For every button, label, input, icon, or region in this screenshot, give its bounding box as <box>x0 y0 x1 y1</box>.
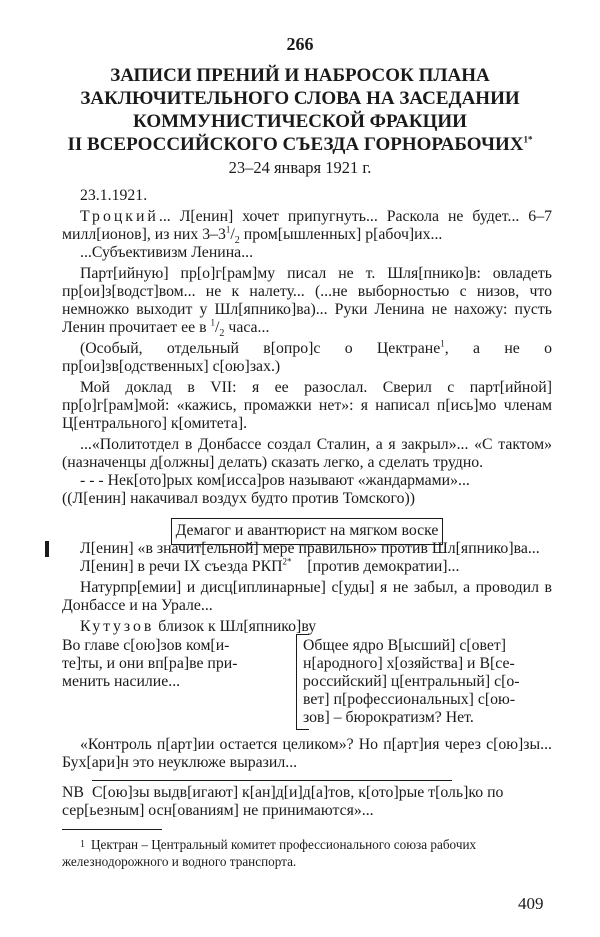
footnote-separator <box>62 829 162 830</box>
right-column: Общее ядро В[ысший] с[овет] н[ародного] х[озяйства] и В[се- российский] ц[ентральный] с[о- вет] п[рофессиональных] с[ою- зов] – бюрократизм? Нет. <box>303 637 520 726</box>
boxed-heading: Демагог и авантюрист на мягком воске <box>171 518 444 545</box>
trotsky-paragraph: Троцкий... Л[енин] хочет припугнуть... Раскола не будет... 6–7 милл[ионов], из них $3-3^1/_2$ пром[ышленных] р[абоч]их... <box>62 208 552 247</box>
speaker-name: Троцкий <box>80 208 159 225</box>
kutuzov-line: Кутузов близок к Шл[япнико]ву <box>80 618 317 635</box>
tsektran-paragraph: (Особый, отдельный в[опро]с о Цектране$^1$, а не о пр[ои]зв[одственных] с[ою]зах.) <box>62 338 552 375</box>
date-line: 23–24 января 1921 г. <box>228 158 372 177</box>
entry-date: 23.1.1921. <box>80 187 148 204</box>
nb-overline <box>92 780 452 781</box>
title-line-4: II ВСЕРОССИЙСКОГО СЪЕЗДА $ГОРНОРАБОЧИХ^{1*}$ <box>67 134 533 155</box>
title-line-3: КОММУНИСТИЧЕСКОЙ ФРАКЦИИ <box>133 111 467 132</box>
nb-label: NB <box>62 784 84 801</box>
program-paragraph: Парт[ийную] пр[о]г[рам]му писал не т. Шля[пнико]в: овладеть пр[ои]з[водст]вом... не к налету... (...не выборностью с низов, что немножко выходит у Шл[япнико]ва)... Руки Ленина не нахожу: пусть Ленин прочитает ее в $^1/_2$ часа... <box>62 265 552 340</box>
footnote-ref-1: 1 <box>440 338 445 349</box>
margin-bar <box>45 541 49 557</box>
lenin-line-1: Л[енин] «в значит[ельной] мере правильно» против Шл[япнико]ва... <box>80 540 540 557</box>
tomsky-line: ((Л[енин] накачивал воздух будто против Томского)) <box>62 490 416 507</box>
title-line-2: ЗАКЛЮЧИТЕЛЬНОГО СЛОВА НА ЗАСЕДАНИИ <box>80 88 520 109</box>
header-number: 266 <box>286 34 314 54</box>
title-line-1: ЗАПИСИ ПРЕНИЙ И НАБРОСОК ПЛАНА <box>110 65 490 86</box>
report-paragraph: Мой доклад в VII: я ее разослал. Сверил с парт[ийной] пр[о]г[рам]мой: «кажись, промажки нет»: я написал п[ись]мо членам Ц[ентрального] к[омитета]. <box>62 379 552 432</box>
left-column: Во главе с[ою]зов ком[и- те]ты, и они вп[ра]ве при- менить насилие... <box>62 637 238 690</box>
main-text <box>62 187 552 545</box>
page-title <box>0 64 600 156</box>
footnote-ref-2: 2* <box>282 556 292 567</box>
lenin-line-2: Л[енин] в речи IX съезда $РКП^{2*}$ [против демократии]... <box>80 556 460 575</box>
control-paragraph: «Контроль п[арт]ии остается целиком»? Но п[арт]ия через с[ою]зы... Бух[ари]н это неуклюже выразил... <box>62 736 552 771</box>
footnote <box>62 836 552 870</box>
naturpremii-paragraph: Натурпр[емии] и дисц[иплинарные] с[уды] я не забыл, а проводил в Донбассе и на Урале... <box>62 579 552 614</box>
footnote-line-2: железнодорожного и водного транспорта. <box>62 854 297 869</box>
title-note-marker: 1* <box>523 134 533 145</box>
kutuzov-name: Кутузов <box>80 618 155 635</box>
nb-line-1: С[ою]зы выдв[игают] к[ан]д[и]д[а]тов, к[ото]рые т[оль]ко по <box>92 784 504 801</box>
lower-text <box>62 540 552 636</box>
commissars-line: - - - Нек[ото]рых ком[исса]ров называют «жандармами»... <box>80 472 470 489</box>
nb-line-2: сер[ьезным] осн[ованиям] не принимаются»... <box>62 802 374 819</box>
footnote-line-1: $^1$ Цектран – Центральный комитет профессионального союза рабочих <box>80 837 477 852</box>
politotdel-paragraph: ...«Политотдел в Донбассе создал Сталин, а я закрыл»... «С тактом» (назначенцы д[олжны] делать) сказать легко, а сделать трудно. <box>62 436 552 471</box>
footnote-marker: 1 <box>80 839 85 850</box>
subjectivism-paragraph: ...Субъективизм Ленина... <box>80 244 254 261</box>
page-number: 409 <box>518 894 544 913</box>
